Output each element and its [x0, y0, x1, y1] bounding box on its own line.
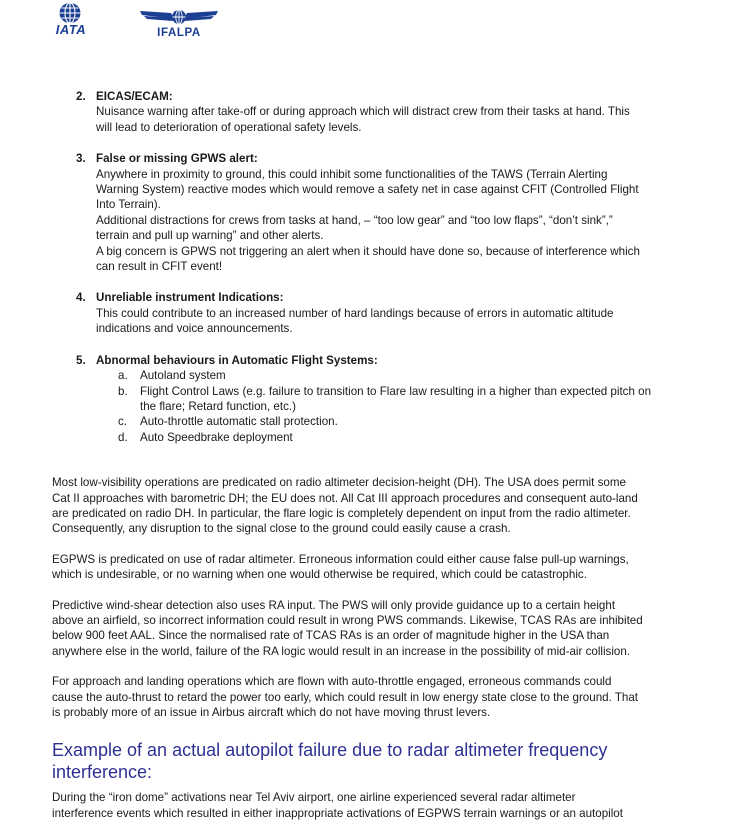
list-item: [52, 151, 688, 274]
page-header: [0, 0, 736, 50]
text-line: During the “iron dome” activations near Tel Aviv airport, one airline experienced several radar altimeter: [52, 791, 576, 805]
list-item: [52, 290, 688, 336]
ifalpa-logo-text: IFALPA: [157, 27, 201, 39]
item-title: Abnormal behaviours in Automatic Flight Systems:: [96, 353, 378, 367]
sub-list-item: [52, 384, 688, 415]
text-line: Into Terrain).: [96, 198, 161, 212]
text-line: Anywhere in proximity to ground, this could inhibit some functionalities of the TAWS (Terrain Alerting: [96, 167, 608, 181]
text-line: can result in CFIT event!: [96, 260, 223, 274]
text-line: Cat II approaches with barometric DH; the EU does not. All Cat III approach procedures and consequent auto-land: [52, 491, 638, 505]
text-line: which is undesirable, or no warning when one would otherwise be required, which could be catastrophic.: [52, 568, 587, 582]
section-heading: [52, 739, 688, 783]
text-line: Auto-throttle automatic stall protection.: [140, 415, 338, 429]
text-line: terrain and pull up warning” and other alerts.: [96, 229, 324, 243]
text-line: interference events which resulted in either inappropriate activations of EGPWS terrain warnings or an autopilot: [52, 806, 623, 820]
list-item: [52, 353, 688, 368]
item-number: 5.: [76, 353, 86, 367]
text-line: are predicated on radio DH. In particular, the flare logic is completely dependent on input from the radio altimeter.: [52, 506, 631, 520]
list-item: [52, 89, 688, 135]
text-line: anywhere else in the world, failure of the RA logic would result in an increase in the possibility of mid-air collision.: [52, 644, 631, 658]
sub-item-letter: d.: [118, 430, 128, 444]
sub-item-letter: b.: [118, 384, 128, 398]
item-number: 3.: [76, 152, 86, 166]
text-line: cause the auto-thrust to retard the power too early, which could result in low energy state close to the ground. That: [52, 690, 639, 704]
text-line: Predictive wind-shear detection also uses RA input. The PWS will only provide guidance up to a certain height: [52, 598, 616, 612]
sub-list-item: [52, 414, 688, 429]
paragraph: [52, 475, 688, 537]
text-line: Most low-visibility operations are predicated on radio altimeter decision-height (DH). The USA does permit some: [52, 476, 626, 490]
paragraph: [52, 598, 688, 660]
text-line: indications and voice announcements.: [96, 322, 293, 336]
paragraph: [52, 674, 688, 720]
sub-list-item: [52, 430, 688, 445]
paragraph: [52, 790, 688, 821]
text-line: will lead to deterioration of operational safety levels.: [96, 120, 362, 134]
text-line: is probably more of an issue in Airbus aircraft which do not have moving thrust levers.: [52, 706, 491, 719]
text-line: Nuisance warning after take-off or during approach which will distract crew from their tasks at hand. This: [96, 105, 630, 119]
document-body: [52, 89, 688, 836]
item-number: 2.: [76, 90, 86, 103]
text-line: Auto Speedbrake deployment: [140, 430, 293, 444]
item-title: Unreliable instrument Indications:: [96, 291, 284, 305]
text-line: Flight Control Laws (e.g. failure to transition to Flare law resulting in a higher than expected pitch on: [140, 384, 652, 398]
item-title: EICAS/ECAM:: [96, 90, 173, 103]
text-line: Warning System) reactive modes which would remove a safety net in case against CFIT (Controlled Flight: [96, 183, 639, 197]
heading-line: Example of an actual autopilot failure due to radar altimeter frequency: [52, 740, 608, 761]
globe-icon: [58, 2, 82, 24]
iata-logo: [46, 2, 96, 38]
text-line: For approach and landing operations which are flown with auto-throttle engaged, erroneous commands could: [52, 675, 612, 689]
text-line: This could contribute to an increased number of hard landings because of errors in automatic altitude: [96, 306, 614, 320]
item-number: 4.: [76, 291, 86, 305]
sub-item-letter: a.: [118, 369, 128, 383]
paragraph: [52, 552, 688, 583]
ifalpa-logo: [138, 8, 220, 42]
wings-icon: [138, 8, 220, 26]
text-line: Autoland system: [140, 369, 226, 383]
text-line: below 900 feet AAL. Since the normalised rate of TCAS RAs is an order of magnitude higher in the USA than: [52, 629, 610, 643]
text-line: the flare; Retard function, etc.): [140, 399, 296, 413]
heading-line: interference:: [52, 762, 153, 783]
item-title: False or missing GPWS alert:: [96, 152, 258, 166]
text-line: Consequently, any disruption to the signal close to the ground could easily cause a crash.: [52, 522, 511, 536]
text-line: above an airfield, so incorrect information could result in wrong PWS commands. Likewise, TCAS RAs are inhibited: [52, 613, 643, 627]
text-line: EGPWS is predicated on use of radar altimeter. Erroneous information could either cause false pull-up warnings,: [52, 552, 629, 566]
sub-item-letter: c.: [118, 415, 128, 429]
text-line: A big concern is GPWS not triggering an alert when it should have done so, because of interference which: [96, 244, 640, 258]
iata-logo-text: IATA: [55, 22, 87, 37]
sub-list-item: [52, 368, 688, 383]
text-line: Additional distractions for crews from tasks at hand, – “too low gear” and “too low flaps”, “don’t sink”,”: [96, 213, 613, 227]
